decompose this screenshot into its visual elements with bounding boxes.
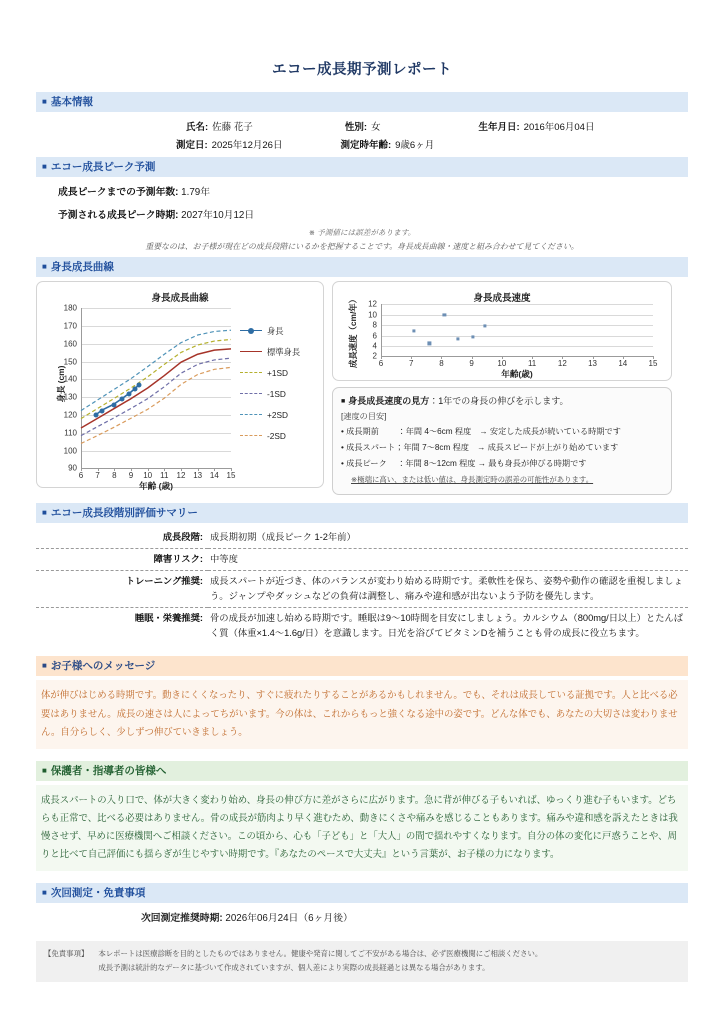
data-point-marker [456,337,459,340]
next-measure-row: 次回測定推奨時期: 2026年06月24日（6ヶ月後） [141,913,353,925]
square-bullet-icon: ■ [42,887,47,897]
legend-item [240,425,300,446]
charts-container [36,281,688,494]
section-header-next-measure-label: 次回測定・免責事項 [50,886,146,899]
peak-note-advice: 重要なのは、お子様が現在どの成長段階にいるかを把握することです。身長成長曲線・速度と組み合わせて見てください。 [145,242,579,252]
velocity-guide-box [332,387,672,494]
velocity-guide-item: • 成長期前 ：年間 4〜6cm 程度 → 安定した成長が続いている時期です [341,427,621,437]
x-axis-tick: 9 [469,359,474,369]
data-point-marker [428,342,431,345]
table-row [36,608,688,645]
section-header-child-message-label: お子様へのメッセージ [50,660,156,673]
field-name: 氏名: 佐藤 花子 [186,122,253,134]
x-axis-tick: 12 [176,471,186,481]
height-chart-legend [240,320,300,446]
page-title: エコー成長期予測レポート [272,62,452,78]
y-axis-tick: 130 [63,392,77,402]
peak-prediction-block [36,181,688,257]
x-axis-tick: 15 [648,359,658,369]
x-axis-tick: 13 [193,471,203,481]
y-axis-tick: 8 [372,320,377,330]
y-axis-tick: 140 [63,374,77,384]
y-axis-tick: 160 [63,339,77,349]
section-header-summary [36,503,688,523]
y-axis-tick: 100 [63,446,77,456]
basic-info-block [36,116,688,157]
legend-item [240,320,300,341]
x-axis-tick: 8 [112,471,117,481]
data-point-marker [133,386,138,391]
x-axis-line [381,356,653,357]
x-axis-tick: 12 [557,359,567,369]
disclaimer-block [36,941,688,982]
y-axis-tick: 120 [63,410,77,420]
y-axis-tick: 90 [68,463,77,473]
y-axis-line [381,304,382,356]
x-axis-tick: 14 [209,471,219,481]
peak-note-error: ※ 予測値には誤差があります。 [308,228,416,238]
x-axis-tick: 6 [78,471,84,481]
summary-row-label: 障害リスク: [36,549,208,571]
summary-row-value: 成長スパートが近づき、体のバランスが変わり始める時期です。柔軟性を保ち、姿勢や動作の確認を重視しましょう。ジャンプやダッシュなどの負荷は調整し、痛みや違和感が出ないよう予防を優先します。 [208,571,688,608]
square-bullet-icon: ■ [42,97,47,106]
summary-row-label: 成長段階: [36,527,208,549]
section-header-parent-message [36,761,688,781]
velocity-chart-y-axis-label: 成長速度（cm/年） [348,295,358,369]
grid-line [381,325,653,326]
data-point-marker [443,313,446,316]
section-header-growth-curve [36,257,688,277]
section-header-next-measure [36,883,688,903]
square-bullet-icon: ■ [42,262,47,272]
legend-item [240,404,300,425]
y-axis-tick: 6 [372,331,377,341]
basic-info-row-2 [36,137,688,155]
x-axis-tick: 7 [408,359,414,369]
x-axis-tick: 14 [618,359,628,369]
x-axis-tick: 7 [95,471,100,481]
section-header-peak-prediction [36,157,688,177]
disclaimer-text [98,947,542,976]
height-growth-curve-chart [36,281,324,492]
y-axis-tick: 170 [63,321,77,331]
field-sex: 性別: 女 [344,122,381,134]
field-age-at-measure: 測定時年齢: 9歳6ヶ月 [340,140,435,152]
section-header-basic-info [36,92,688,112]
data-point-marker [119,397,124,402]
velocity-guide-note: ※極端に高い、または低い値は、身長測定時の誤差の可能性があります。 [351,475,594,485]
peak-years-row: 成長ピークまでの予測年数: 1.79年 [58,187,211,199]
legend-label: 標準身長 [267,346,301,357]
data-point-marker [94,413,99,418]
legend-label: +1SD [267,367,288,378]
summary-row-value: 成長期初期（成長ピーク 1-2年前） [208,527,688,549]
grid-line [381,336,653,337]
summary-row-label: 睡眠・栄養推奨: [134,613,203,624]
legend-item [240,383,300,404]
chart-title-height: 身長成長曲線 [151,293,209,305]
x-axis-tick: 10 [143,471,153,481]
section-header-child-message [36,656,688,676]
x-axis-tick: 8 [439,359,444,369]
legend-item [240,341,300,362]
data-point-marker [127,391,132,396]
field-birthdate: 生年月日: 2016年06月04日 [478,122,595,134]
legend-label: -2SD [267,430,286,441]
data-point-marker [111,402,116,407]
x-axis-tick: 11 [160,471,169,481]
y-axis-tick: 180 [63,303,77,313]
field-measure-date: 測定日: 2025年12月26日 [176,140,283,152]
data-point-marker [484,325,487,328]
y-axis-tick: 110 [64,428,77,438]
chart-title-velocity: 身長成長速度 [473,293,531,305]
table-row [36,571,688,608]
grid-line [381,315,653,316]
table-row [36,527,688,549]
x-axis-tick: 13 [588,359,597,369]
legend-label: -1SD [267,388,286,399]
section-header-growth-curve-label: 身長成長曲線 [50,261,114,274]
y-axis-tick: 10 [368,310,377,320]
data-point-marker [137,382,142,387]
legend-marker-dot [248,328,254,334]
x-axis-tick: 11 [527,359,537,369]
data-point-marker [413,329,416,332]
square-bullet-icon: ■ [42,765,47,775]
grid-line [381,304,653,305]
parent-message-body: 成長スパートの入り口で、体が大きく変わり始め、身長の伸び方に差がさらに広がります。急に背が伸びる子もいれば、ゆっくり進む子もいます。どちらも正常で、比べる必要はありません。骨の成長が筋肉より早く進むため、動きにくさや痛みを感じることもあります。痛みや違和感を訴えたときは我慢させず、早めに医療機関へご相談ください。この頃から、心も「子ども」と「大人」の間で揺れやすくなります。自分の体の変化に戸惑うことや、周りと比べて自己評価にも揺らぎが生じやすい時期です。『あなたのペースで大丈夫』という言葉が、お子様の力になります。 [36,785,688,871]
disclaimer-label: 【免責事項】 [44,948,89,958]
y-axis-tick: 12 [368,299,377,309]
velocity-column [332,281,672,494]
velocity-guide-subtitle: [速度の目安] [341,411,387,421]
section-header-summary-label: エコー成長段階別評価サマリー [50,506,198,519]
legend-label: 身長 [267,325,284,336]
x-axis-tick: 6 [378,359,384,369]
data-point-marker [99,408,104,413]
section-header-parent-message-label: 保護者・指導者の皆様へ [50,764,167,777]
y-axis-tick: 4 [372,341,377,351]
x-axis-line [81,468,231,469]
square-bullet-icon: ■ [42,661,47,671]
summary-row-value: 中等度 [208,549,688,571]
x-axis-tick: 9 [128,471,134,481]
square-bullet-icon: ■ [341,398,346,406]
height-chart-x-axis-label: 年齢 (歳) [139,481,173,492]
grid-line [381,346,653,347]
table-row [36,549,688,571]
height-velocity-chart [332,281,672,381]
square-bullet-icon: ■ [42,162,47,172]
basic-info-row-1 [36,119,688,137]
height-chart-plot-area [63,303,236,481]
x-axis-tick: 10 [497,359,507,369]
disclaimer-line: 成長予測は統計的なデータに基づいて作成されていますが、個人差により実際の成長経過とは異なる場合があります。 [98,963,490,973]
summary-row-value: 骨の成長が加速し始める時期です。睡眠は9〜10時間を目安にしましょう。カルシウム（800mg/日以上）とたんぱく質（体重×1.4〜1.6g/日）を意識します。日光を浴びてビタミンDを補うことも骨の成長に役立ちます。 [210,613,684,639]
peak-date-row: 予測される成長ピーク時期: 2027年10月12日 [58,210,255,222]
height-chart-y-axis-label: 身長 (cm) [56,366,66,403]
series-path [81,308,231,468]
summary-table [36,527,688,644]
y-axis-tick: 150 [63,357,77,367]
data-point-marker [472,336,475,339]
x-axis-tick: 15 [226,471,236,481]
summary-row-label: トレーニング推奨: [36,571,208,608]
velocity-guide-item: • 成長スパート；年間 7〜8cm 程度 → 成長スピードが上がり始めています [341,443,619,453]
y-axis-tick: 2 [372,351,377,361]
legend-item [240,362,300,383]
legend-label: +2SD [267,409,288,420]
child-message-body: 体が伸びはじめる時期です。動きにくくなったり、すぐに疲れたりすることがあるかもしれません。でも、それは成長している証拠です。人と比べる必要はありません。成長の速さは人によってちがいます。今の体は、これからもっと強くなる途中の姿です。どんな体でも、あなたの大切さは変わりません。自分らしく、少しずつ伸びていきましょう。 [36,680,688,748]
disclaimer-line: 本レポートは医療診断を目的としたものではありません。健康や発育に関してご不安がある場合は、必ず医療機関にご相談ください。 [98,948,543,958]
section-header-basic-info-label: 基本情報 [50,96,93,108]
section-header-peak-prediction-label: エコー成長ピーク予測 [50,161,156,174]
velocity-chart-x-axis-label: 年齢(歳) [501,369,533,380]
square-bullet-icon: ■ [42,507,47,517]
velocity-guide-item: • 成長ピーク ：年間 8〜12cm 程度 → 最も身長が伸びる時期です [341,459,587,469]
velocity-guide-heading: ■ 身長成長速度の見方：1年での身長の伸びを示します。 [341,396,569,407]
